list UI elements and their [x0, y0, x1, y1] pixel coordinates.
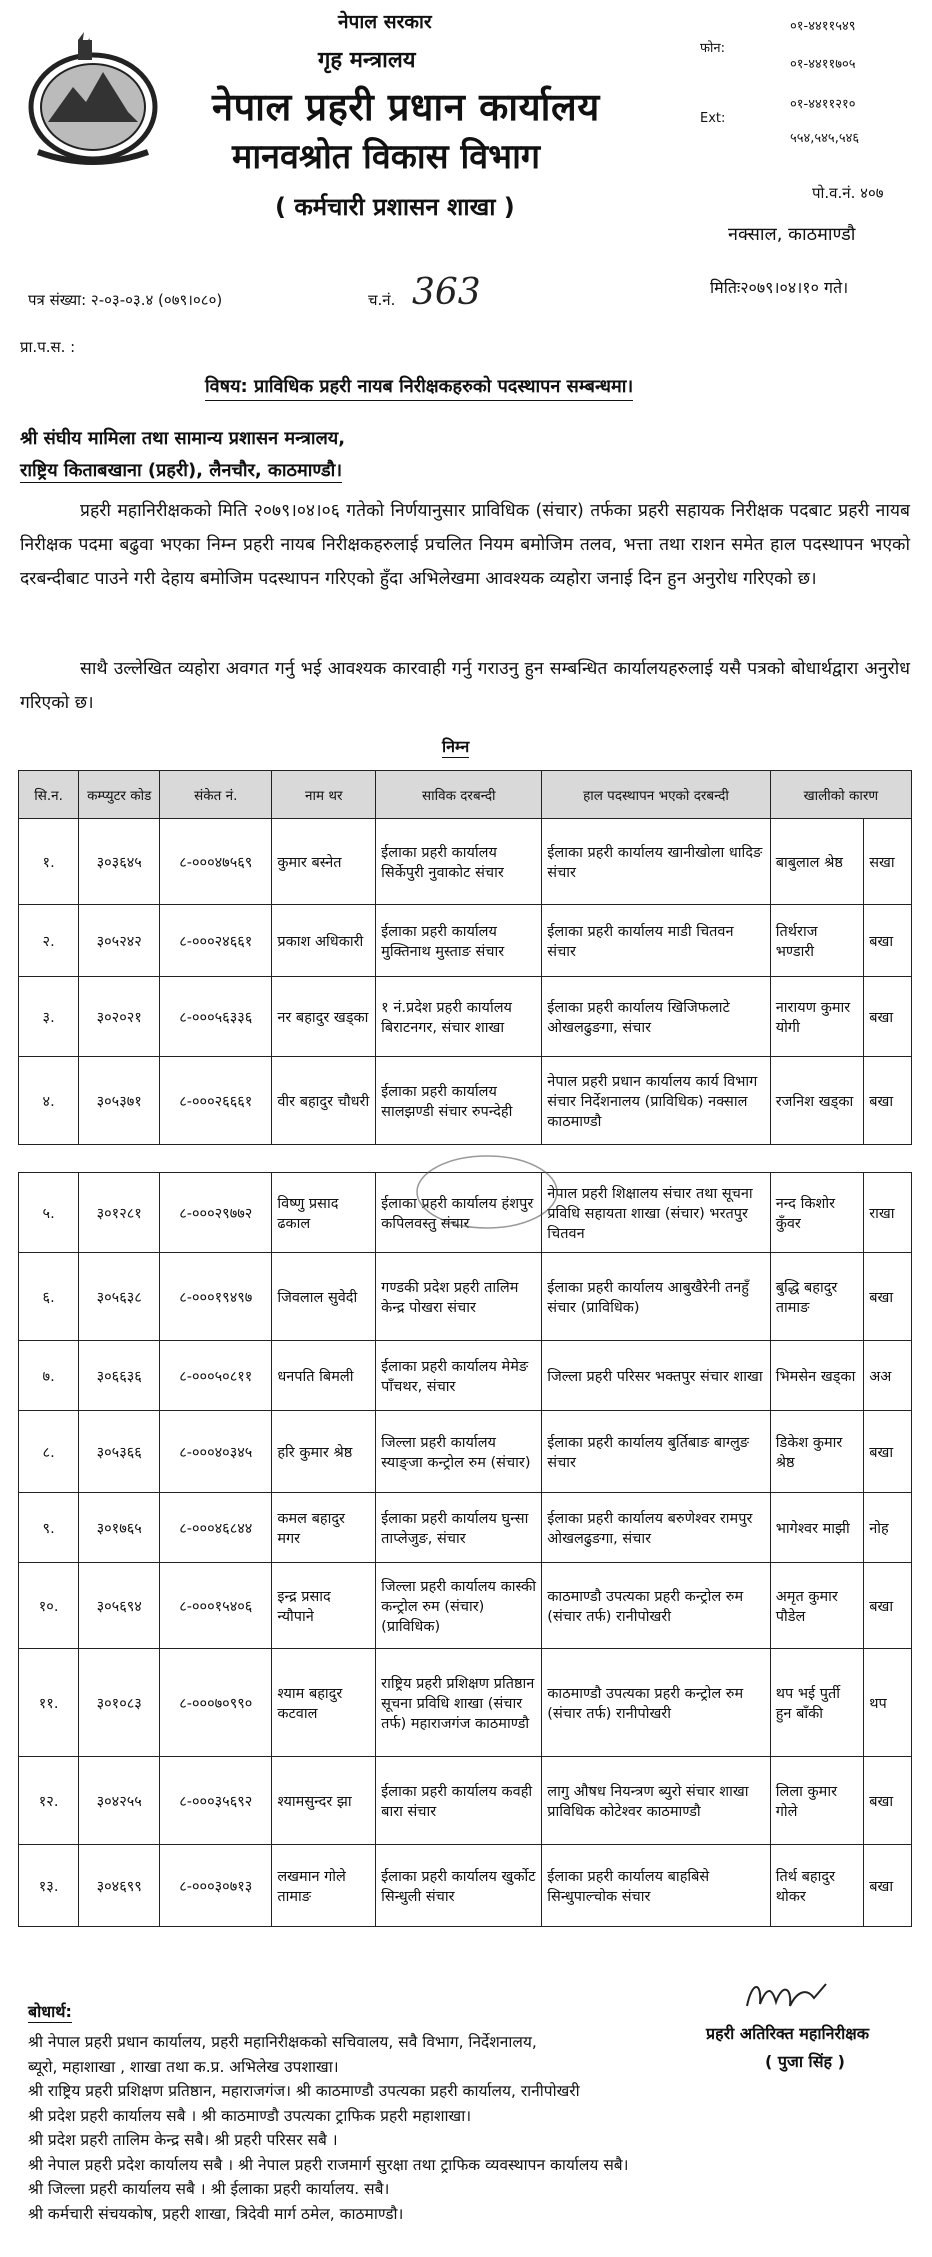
- body-paragraph-2: साथै उल्लेखित व्यहोरा अवगत गर्नु भई आवश्यक कारवाही गर्नु गराउनु हुन सम्बन्धित कार्यालयहरुलाई यसै पत्रको बोधार्थद्वारा अनुरोध गरिएको छ।: [20, 659, 910, 713]
- symbol-number-cell: ८-०००३५६९२: [160, 1757, 272, 1845]
- table-row: [19, 1563, 912, 1649]
- table-row: [19, 1411, 912, 1493]
- computer-code-cell: ३०५३७१: [79, 1057, 160, 1145]
- column-header: संकेत नं.: [160, 771, 272, 819]
- signatory-title: प्रहरी अतिरिक्त महानिरीक्षक: [706, 2024, 869, 2043]
- table-row: [19, 977, 912, 1057]
- name-cell: वीर बहादुर चौधरी: [272, 1057, 376, 1145]
- symbol-number-cell: ८-०००१५४०६: [160, 1563, 272, 1649]
- name-cell: नर बहादुर खड्का: [272, 977, 376, 1057]
- serial-number-cell: ११.: [19, 1649, 79, 1757]
- vacancy-person-cell: डिकेश कुमार श्रेष्ठ: [770, 1411, 863, 1493]
- table-caption: निम्न: [442, 737, 470, 756]
- name-cell: हरि कुमार श्रेष्ठ: [272, 1411, 376, 1493]
- vacancy-person-cell: भागेश्वर माझी: [770, 1493, 863, 1563]
- vacancy-reason-cell: बखा: [864, 1057, 912, 1145]
- recipient-line-1: श्री संघीय मामिला तथा सामान्य प्रशासन मन्त्रालय,: [20, 428, 346, 449]
- posting-table-part-1: [18, 770, 912, 1145]
- serial-number-cell: ४.: [19, 1057, 79, 1145]
- cc-line: श्री नेपाल प्रहरी प्रधान कार्यालय, प्रहरी महानिरीक्षकको सचिवालय, सवै विभाग, निर्देशनालय,: [28, 2033, 537, 2051]
- ext-label: Ext:: [700, 111, 726, 126]
- previous-post-cell: जिल्ला प्रहरी कार्यालय कास्की कन्ट्रोल रुम (संचार) (प्राविधिक): [376, 1563, 542, 1649]
- serial-number-cell: १२.: [19, 1757, 79, 1845]
- name-cell: श्याम बहादुर कटवाल: [272, 1649, 376, 1757]
- vacancy-reason-cell: बखा: [864, 1563, 912, 1649]
- computer-code-cell: ३०५३६६: [79, 1411, 160, 1493]
- serial-number-cell: १३.: [19, 1845, 79, 1927]
- letter-subject: विषय: प्राविधिक प्रहरी नायब निरीक्षकहरुको पदस्थापन सम्बन्धमा।: [205, 374, 633, 401]
- symbol-number-cell: ८-०००७०९९०: [160, 1649, 272, 1757]
- current-post-cell: काठमाण्डौ उपत्यका प्रहरी कन्ट्रोल रुम (संचार तर्फ) रानीपोखरी: [542, 1563, 770, 1649]
- serial-number-cell: १.: [19, 819, 79, 905]
- chalan-label: च.नं.: [368, 291, 396, 309]
- vacancy-person-cell: नारायण कुमार योगी: [770, 977, 863, 1057]
- vacancy-reason-cell: बखा: [864, 977, 912, 1057]
- recipient-line-2: राष्ट्रिय किताबखाना (प्रहरी), लैनचौर, काठमाण्डौ।: [20, 460, 343, 481]
- name-cell: श्यामसुन्दर झा: [272, 1757, 376, 1845]
- previous-post-cell: ईलाका प्रहरी कार्यालय हंशपुर कपिलवस्तु संचार: [376, 1173, 542, 1253]
- government-name: नेपाल सरकार: [338, 11, 432, 33]
- vacancy-reason-cell: बखा: [864, 1411, 912, 1493]
- table-row: [19, 1057, 912, 1145]
- previous-post-cell: ईलाका प्रहरी कार्यालय घुन्सा ताप्लेजुङ, संचार: [376, 1493, 542, 1563]
- vacancy-person-cell: थप भई पुर्ती हुन बाँकी: [770, 1649, 863, 1757]
- ext-number: ५५४,५४५,५४६: [790, 131, 860, 146]
- cc-heading: बोधार्थ:: [28, 2002, 72, 2021]
- name-cell: प्रकाश अधिकारी: [272, 905, 376, 977]
- previous-post-cell: ईलाका प्रहरी कार्यालय कवही बारा संचार: [376, 1757, 542, 1845]
- previous-post-cell: १ नं.प्रदेश प्रहरी कार्यालय बिराटनगर, संचार शाखा: [376, 977, 542, 1057]
- name-cell: जिवलाल सुवेदी: [272, 1253, 376, 1341]
- vacancy-reason-cell: राखा: [864, 1173, 912, 1253]
- computer-code-cell: ३०१७६५: [79, 1493, 160, 1563]
- column-header: साविक दरबन्दी: [376, 771, 542, 819]
- vacancy-reason-cell: सखा: [864, 819, 912, 905]
- vacancy-person-cell: तिर्थराज भण्डारी: [770, 905, 863, 977]
- cc-line: श्री जिल्ला प्रहरी कार्यालय सबै । श्री ईलाका प्रहरी कार्यालय. सबै।: [28, 2180, 390, 2198]
- cc-line: श्री कर्मचारी संचयकोष, प्रहरी शाखा, त्रिदेवी मार्ग ठमेल, काठमाण्डौ।: [28, 2204, 404, 2223]
- cc-line: श्री राष्ट्रिय प्रहरी प्रशिक्षण प्रतिष्ठान, महाराजगंज। श्री काठमाण्डौ उपत्यका प्रहरी कार्यालय, रानीपोखरी: [28, 2082, 580, 2100]
- name-cell: कमल बहादुर मगर: [272, 1493, 376, 1563]
- signature-scribble: [742, 1976, 830, 2016]
- cc-line: श्री प्रदेश प्रहरी तालिम केन्द्र सबै। श्री प्रहरी परिसर सबै ।: [28, 2131, 338, 2149]
- current-post-cell: नेपाल प्रहरी शिक्षालय संचार तथा सूचना प्रविधि सहायता शाखा (संचार) भरतपुर चितवन: [542, 1173, 770, 1253]
- computer-code-cell: ३०३६४५: [79, 819, 160, 905]
- current-post-cell: ईलाका प्रहरी कार्यालय माडी चितवन संचार: [542, 905, 770, 977]
- column-header: नाम थर: [272, 771, 376, 819]
- computer-code-cell: ३०१०८३: [79, 1649, 160, 1757]
- computer-code-cell: ३०४६९९: [79, 1845, 160, 1927]
- vacancy-person-cell: बुद्धि बहादुर तामाङ: [770, 1253, 863, 1341]
- current-post-cell: जिल्ला प्रहरी परिसर भक्तपुर संचार शाखा: [542, 1341, 770, 1411]
- vacancy-person-cell: लिला कुमार गोले: [770, 1757, 863, 1845]
- current-post-cell: ईलाका प्रहरी कार्यालय बरुणेश्वर रामपुर ओखलढुङगा, संचार: [542, 1493, 770, 1563]
- symbol-number-cell: ८-०००४७५६९: [160, 819, 272, 905]
- contact-block: [700, 10, 920, 160]
- vacancy-reason-cell: बखा: [864, 1253, 912, 1341]
- serial-number-cell: २.: [19, 905, 79, 977]
- chalan-number: 363: [412, 272, 481, 313]
- computer-code-cell: ३०५२४२: [79, 905, 160, 977]
- letter-date: मितिः२०७९।०४।१० गते।: [710, 278, 849, 297]
- symbol-number-cell: ८-०००५६३३६: [160, 977, 272, 1057]
- serial-number-cell: ७.: [19, 1341, 79, 1411]
- serial-number-cell: ५.: [19, 1173, 79, 1253]
- symbol-number-cell: ८-०००५०८११: [160, 1341, 272, 1411]
- department-name: मानवश्रोत विकास विभाग: [232, 137, 541, 177]
- vacancy-person-cell: नन्द किशोर कुँवर: [770, 1173, 863, 1253]
- computer-code-cell: ३०२०२१: [79, 977, 160, 1057]
- table-row: [19, 1341, 912, 1411]
- vacancy-reason-cell: नोह: [864, 1493, 912, 1563]
- reference-number: पत्र संख्या: २-०३-०३.४ (०७९।०८०): [28, 291, 223, 309]
- table-header-row: [19, 771, 912, 819]
- table-row: [19, 819, 912, 905]
- nepal-emblem-logo: [18, 32, 168, 167]
- column-header: खालीको कारण: [770, 771, 911, 819]
- previous-post-cell: ईलाका प्रहरी कार्यालय खुर्कोट सिन्धुली संचार: [376, 1845, 542, 1927]
- column-header: सि.न.: [19, 771, 79, 819]
- current-post-cell: लागु औषध नियन्त्रण ब्युरो संचार शाखा प्राविधिक कोटेश्वर काठमाण्डौ: [542, 1757, 770, 1845]
- symbol-number-cell: ८-०००२४६६१: [160, 905, 272, 977]
- signatory-name: ( पुजा सिंह ): [765, 2052, 845, 2071]
- vacancy-person-cell: बाबुलाल श्रेष्ठ: [770, 819, 863, 905]
- vacancy-reason-cell: बखा: [864, 1757, 912, 1845]
- previous-post-cell: जिल्ला प्रहरी कार्यालय स्याङ्जा कन्ट्रोल रुम (संचार): [376, 1411, 542, 1493]
- cc-line: श्री नेपाल प्रहरी प्रदेश कार्यालय सबै । श्री नेपाल प्रहरी राजमार्ग सुरक्षा तथा ट्राफिक व्यवस्थापन कार्यालय सबै।: [28, 2155, 629, 2174]
- current-post-cell: ईलाका प्रहरी कार्यालय आबुखैरेनी तनहुँ संचार (प्राविधिक): [542, 1253, 770, 1341]
- table-row: [19, 1757, 912, 1845]
- table-row: [19, 1253, 912, 1341]
- symbol-number-cell: ८-०००३०७१३: [160, 1845, 272, 1927]
- symbol-number-cell: ८-०००२६६६१: [160, 1057, 272, 1145]
- prapasa-label: प्रा.प.स. :: [20, 338, 76, 356]
- symbol-number-cell: ८-०००२९७७२: [160, 1173, 272, 1253]
- vacancy-reason-cell: थप: [864, 1649, 912, 1757]
- vacancy-person-cell: भिमसेन खड्का: [770, 1341, 863, 1411]
- phone-number: ०१-४४११७०५: [790, 57, 856, 72]
- name-cell: कुमार बस्नेत: [272, 819, 376, 905]
- serial-number-cell: १०.: [19, 1563, 79, 1649]
- serial-number-cell: ८.: [19, 1411, 79, 1493]
- previous-post-cell: ईलाका प्रहरी कार्यालय मेमेङ पाँचथर, संचार: [376, 1341, 542, 1411]
- name-cell: इन्द्र प्रसाद न्यौपाने: [272, 1563, 376, 1649]
- table-row: [19, 1649, 912, 1757]
- table-row: [19, 1845, 912, 1927]
- current-post-cell: काठमाण्डौ उपत्यका प्रहरी कन्ट्रोल रुम (संचार तर्फ) रानीपोखरी: [542, 1649, 770, 1757]
- computer-code-cell: ३०६६३६: [79, 1341, 160, 1411]
- body-paragraph-1: प्रहरी महानिरीक्षकको मिति २०७९।०४।०६ गतेको निर्णयानुसार प्राविधिक (संचार) तर्फका प्रहरी सहायक निरीक्षक पदबाट प्रहरी नायब निरीक्षक पदमा बढुवा भएका निम्न प्रहरी नायब निरीक्षकहरुलाई प्रचलित नियम बमोजिम तलव, भत्ता तथा राशन समेत हाल पदस्थापन भएको दरबन्दीबाट पाउने गरी देहाय बमोजिम पदस्थापन गरिएको हुँदा अभिलेखमा आवश्यक व्यहोरा जनाई दिन हुन अनुरोध गरिएको छ।: [20, 501, 910, 589]
- posting-table-part-2: [18, 1172, 912, 1927]
- name-cell: धनपति बिमली: [272, 1341, 376, 1411]
- office-name: नेपाल प्रहरी प्रधान कार्यालय: [212, 85, 600, 129]
- office-address: नक्साल, काठमाण्डौ: [728, 224, 856, 245]
- name-cell: लखमान गोले तामाङ: [272, 1845, 376, 1927]
- vacancy-reason-cell: अअ: [864, 1341, 912, 1411]
- vacancy-person-cell: तिर्थ बहादुर थोकर: [770, 1845, 863, 1927]
- current-post-cell: नेपाल प्रहरी प्रधान कार्यालय कार्य विभाग संचार निर्देशनालय (प्राविधिक) नक्साल काठमाण्डौ: [542, 1057, 770, 1145]
- column-header: हाल पदस्थापन भएको दरबन्दी: [542, 771, 770, 819]
- previous-post-cell: राष्ट्रिय प्रहरी प्रशिक्षण प्रतिष्ठान सूचना प्रविधि शाखा (संचार तर्फ) महाराजगंज काठमाण्डौ: [376, 1649, 542, 1757]
- cc-list: [28, 2030, 629, 2226]
- table-row: [19, 1493, 912, 1563]
- current-post-cell: ईलाका प्रहरी कार्यालय खिजिफलाटे ओखलढुङगा, संचार: [542, 977, 770, 1057]
- po-box: पो.व.नं. ४०७: [812, 184, 884, 202]
- computer-code-cell: ३०५६३८: [79, 1253, 160, 1341]
- previous-post-cell: गण्डकी प्रदेश प्रहरी तालिम केन्द्र पोखरा संचार: [376, 1253, 542, 1341]
- vacancy-reason-cell: बखा: [864, 905, 912, 977]
- previous-post-cell: ईलाका प्रहरी कार्यालय सिर्केपुरी नुवाकोट संचार: [376, 819, 542, 905]
- cc-line: ब्यूरो, महाशाखा , शाखा तथा क.प्र. अभिलेख उपशाखा।: [28, 2057, 339, 2076]
- serial-number-cell: ९.: [19, 1493, 79, 1563]
- previous-post-cell: ईलाका प्रहरी कार्यालय सालझण्डी संचार रुपन्देही: [376, 1057, 542, 1145]
- column-header: कम्प्युटर कोड: [79, 771, 160, 819]
- vacancy-person-cell: अमृत कुमार पौडेल: [770, 1563, 863, 1649]
- office-stamp: [412, 1152, 562, 1232]
- computer-code-cell: ३०१२८१: [79, 1173, 160, 1253]
- table-row: [19, 905, 912, 977]
- symbol-number-cell: ८-०००१९४९७: [160, 1253, 272, 1341]
- phone-number: ०१-४४११२१०: [790, 97, 856, 112]
- computer-code-cell: ३०४२५५: [79, 1757, 160, 1845]
- phone-number: ०१-४४११५४९: [790, 19, 856, 34]
- vacancy-person-cell: रजनिश खड्का: [770, 1057, 863, 1145]
- branch-name: ( कर्मचारी प्रशासन शाखा ): [275, 193, 515, 221]
- symbol-number-cell: ८-०००४६८४४: [160, 1493, 272, 1563]
- current-post-cell: ईलाका प्रहरी कार्यालय बुर्तिबाङ बाग्लुङ संचार: [542, 1411, 770, 1493]
- cc-line: श्री प्रदेश प्रहरी कार्यालय सबै । श्री काठमाण्डौ उपत्यका ट्राफिक प्रहरी महाशाखा।: [28, 2106, 472, 2125]
- current-post-cell: ईलाका प्रहरी कार्यालय खानीखोला धादिङ संचार: [542, 819, 770, 905]
- serial-number-cell: ३.: [19, 977, 79, 1057]
- computer-code-cell: ३०५६९४: [79, 1563, 160, 1649]
- name-cell: विष्णु प्रसाद ढकाल: [272, 1173, 376, 1253]
- current-post-cell: ईलाका प्रहरी कार्यालय बाहबिसे सिन्धुपाल्चोक संचार: [542, 1845, 770, 1927]
- previous-post-cell: ईलाका प्रहरी कार्यालय मुक्तिनाथ मुस्ताङ संचार: [376, 905, 542, 977]
- symbol-number-cell: ८-०००४०३४५: [160, 1411, 272, 1493]
- phone-label: फोन:: [700, 41, 725, 56]
- vacancy-reason-cell: बखा: [864, 1845, 912, 1927]
- serial-number-cell: ६.: [19, 1253, 79, 1341]
- ministry-name: गृह मन्त्रालय: [318, 48, 416, 73]
